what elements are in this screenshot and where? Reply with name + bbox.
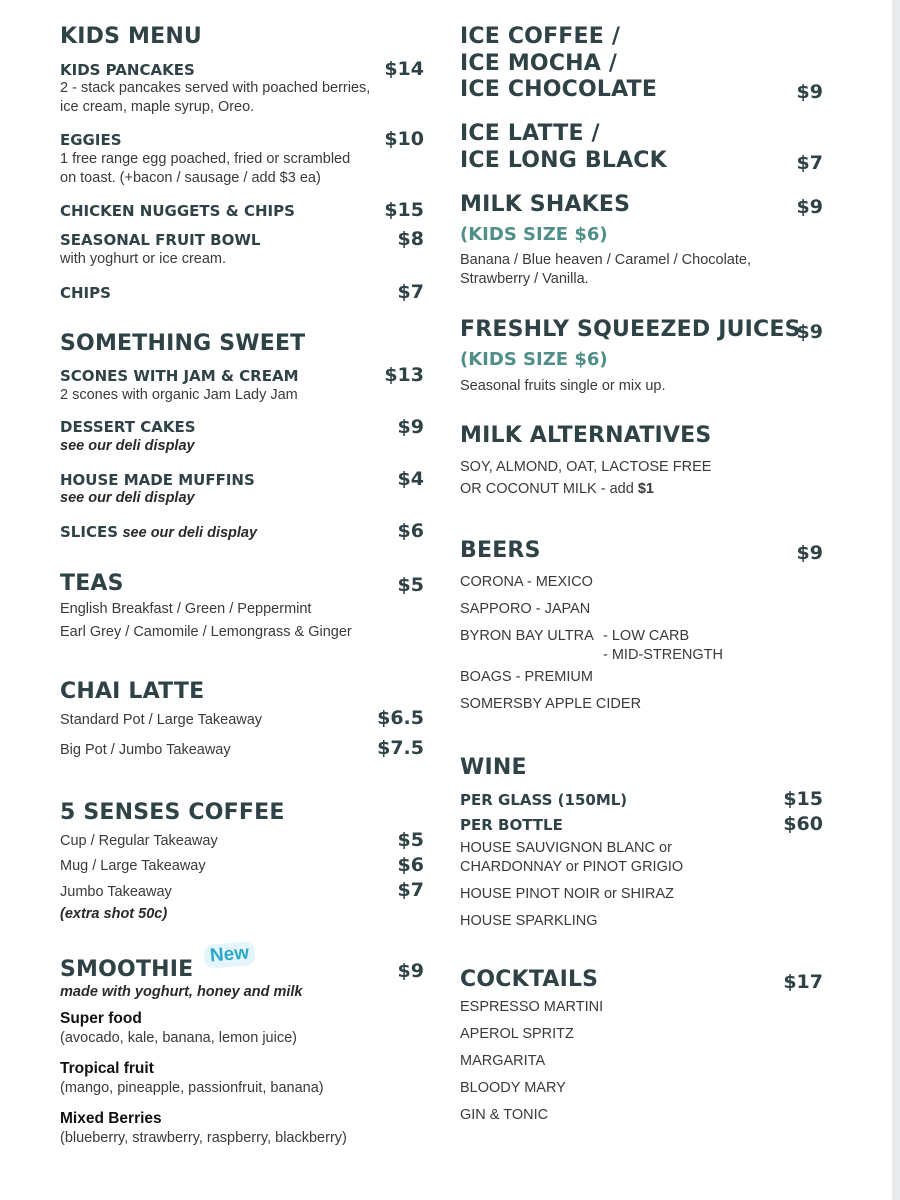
ice-coffee-line-1: ICE COFFEE / — [460, 24, 621, 49]
smoothie-item-name: Mixed Berries — [60, 1110, 162, 1127]
fruit-bowl-name: SEASONAL FRUIT BOWL — [60, 231, 261, 249]
smoothie-item-desc: (mango, pineapple, passionfruit, banana) — [60, 1080, 324, 1096]
wine-glass-price: $15 — [783, 788, 823, 810]
eggies-desc-1: 1 free range egg poached, fried or scrambled — [60, 151, 351, 167]
coffee-line-3: Jumbo Takeaway — [60, 884, 172, 900]
muffins-price: $4 — [397, 468, 424, 490]
milk-alternatives-line-1: SOY, ALMOND, OAT, LACTOSE FREE — [460, 459, 712, 475]
smoothie-item-name: Super food — [60, 1010, 142, 1027]
smoothie-price: $9 — [397, 960, 424, 982]
ice-coffee-line-2: ICE MOCHA / — [460, 51, 618, 76]
milk-shakes-heading: MILK SHAKES — [460, 192, 631, 217]
muffins-note: see our deli display — [60, 490, 195, 506]
scones-name: SCONES WITH JAM & CREAM — [60, 367, 299, 385]
kids-pancakes-name: KIDS PANCAKES — [60, 61, 195, 79]
something-sweet-heading: SOMETHING SWEET — [60, 331, 306, 356]
ice-latte-price: $7 — [796, 152, 823, 174]
muffins-name: HOUSE MADE MUFFINS — [60, 471, 255, 489]
wine-item: HOUSE PINOT NOIR or SHIRAZ — [460, 886, 675, 902]
eggies-desc-2: on toast. (+bacon / sausage / add $3 ea) — [60, 170, 321, 186]
teas-line-1: English Breakfast / Green / Peppermint — [60, 601, 312, 617]
milk-alternatives-line-2 — [460, 480, 654, 499]
chips-name: CHIPS — [60, 284, 111, 302]
ice-coffee-line-3: ICE CHOCOLATE — [460, 77, 658, 102]
chicken-nuggets-price: $15 — [384, 199, 424, 221]
wine-bottle-label: PER BOTTLE — [460, 816, 563, 834]
cocktail-item: ESPRESSO MARTINI — [460, 999, 604, 1015]
beer-item: SOMERSBY APPLE CIDER — [460, 696, 642, 712]
ice-latte-line-2: ICE LONG BLACK — [460, 148, 667, 173]
eggies-name: EGGIES — [60, 131, 122, 149]
cocktail-item: BLOODY MARY — [460, 1080, 566, 1096]
scones-price: $13 — [384, 364, 424, 386]
wine-heading: WINE — [460, 755, 527, 780]
fruit-bowl-price: $8 — [397, 228, 424, 250]
new-badge: New — [203, 941, 256, 969]
wine-glass-label: PER GLASS (150ML) — [460, 791, 628, 809]
kids-pancakes-desc-2: ice cream, maple syrup, Oreo. — [60, 99, 255, 115]
milk-alternatives-add-price: $1 — [637, 481, 654, 497]
beer-item: BYRON BAY ULTRA — [460, 628, 594, 644]
chips-price: $7 — [397, 281, 424, 303]
smoothie-item-desc: (blueberry, strawberry, raspberry, blackberry) — [60, 1130, 347, 1146]
kids-menu-heading: KIDS MENU — [60, 24, 202, 49]
chai-line-1: Standard Pot / Large Takeaway — [60, 712, 263, 728]
beer-item: SAPPORO - JAPAN — [460, 601, 591, 617]
cocktails-heading: COCKTAILS — [460, 967, 599, 992]
eggies-price: $10 — [384, 128, 424, 150]
dessert-cakes-note: see our deli display — [60, 438, 195, 454]
coffee-price-3: $7 — [397, 879, 424, 901]
teas-price: $5 — [397, 574, 424, 596]
smoothie-note: made with yoghurt, honey and milk — [60, 984, 303, 1000]
chai-price-1: $6.5 — [377, 707, 424, 729]
milk-shakes-kids-size: (KIDS SIZE $6) — [460, 224, 608, 245]
juices-price: $9 — [796, 321, 823, 343]
wine-bottle-price: $60 — [783, 813, 823, 835]
slices-line — [60, 523, 257, 542]
slices-name: SLICES — [60, 523, 119, 541]
wine-item: CHARDONNAY or PINOT GRIGIO — [460, 859, 684, 875]
chicken-nuggets-name: CHICKEN NUGGETS & CHIPS — [60, 202, 295, 220]
milk-alternatives-text: OR COCONUT MILK - add — [460, 481, 634, 497]
milk-shakes-price: $9 — [796, 196, 823, 218]
beer-variant: - LOW CARB — [603, 628, 690, 644]
teas-heading: TEAS — [60, 571, 124, 596]
coffee-price-1: $5 — [397, 829, 424, 851]
juices-heading: FRESHLY SQUEEZED JUICES — [460, 317, 801, 342]
fruit-bowl-desc: with yoghurt or ice cream. — [60, 251, 227, 267]
wine-item: HOUSE SAUVIGNON BLANC or — [460, 840, 672, 856]
cocktails-price: $17 — [783, 971, 823, 993]
milk-shakes-desc-2: Strawberry / Vanilla. — [460, 271, 589, 287]
chai-line-2: Big Pot / Jumbo Takeaway — [60, 742, 231, 758]
cocktail-item: APEROL SPRITZ — [460, 1026, 574, 1042]
cocktail-item: MARGARITA — [460, 1053, 546, 1069]
beer-variant: - MID-STRENGTH — [603, 647, 724, 663]
juices-kids-size: (KIDS SIZE $6) — [460, 349, 608, 370]
smoothie-heading: SMOOTHIE — [60, 957, 194, 982]
scones-desc: 2 scones with organic Jam Lady Jam — [60, 387, 298, 403]
beer-item: BOAGS - PREMIUM — [460, 669, 593, 685]
chai-price-2: $7.5 — [377, 737, 424, 759]
coffee-heading: 5 SENSES COFFEE — [60, 800, 285, 825]
smoothie-item-name: Tropical fruit — [60, 1060, 154, 1077]
ice-coffee-price: $9 — [796, 81, 823, 103]
chai-latte-heading: CHAI LATTE — [60, 679, 205, 704]
milk-alternatives-heading: MILK ALTERNATIVES — [460, 423, 712, 448]
kids-pancakes-price: $14 — [384, 58, 424, 80]
juices-desc: Seasonal fruits single or mix up. — [460, 378, 666, 394]
beer-item: CORONA - MEXICO — [460, 574, 593, 590]
teas-line-2: Earl Grey / Camomile / Lemongrass & Ginger — [60, 624, 352, 640]
slices-price: $6 — [397, 520, 424, 542]
cocktail-item: GIN & TONIC — [460, 1107, 549, 1123]
slices-note: see our deli display — [122, 525, 258, 541]
dessert-cakes-name: DESSERT CAKES — [60, 418, 196, 436]
wine-item: HOUSE SPARKLING — [460, 913, 598, 929]
coffee-note: (extra shot 50c) — [60, 906, 168, 922]
kids-pancakes-desc-1: 2 - stack pancakes served with poached berries, — [60, 80, 371, 96]
dessert-cakes-price: $9 — [397, 416, 424, 438]
ice-latte-line-1: ICE LATTE / — [460, 121, 600, 146]
milk-shakes-desc-1: Banana / Blue heaven / Caramel / Chocolate, — [460, 252, 751, 268]
coffee-price-2: $6 — [397, 854, 424, 876]
coffee-line-1: Cup / Regular Takeaway — [60, 833, 218, 849]
beers-price: $9 — [796, 542, 823, 564]
beers-heading: BEERS — [460, 538, 541, 563]
coffee-line-2: Mug / Large Takeaway — [60, 858, 206, 874]
smoothie-item-desc: (avocado, kale, banana, lemon juice) — [60, 1030, 297, 1046]
